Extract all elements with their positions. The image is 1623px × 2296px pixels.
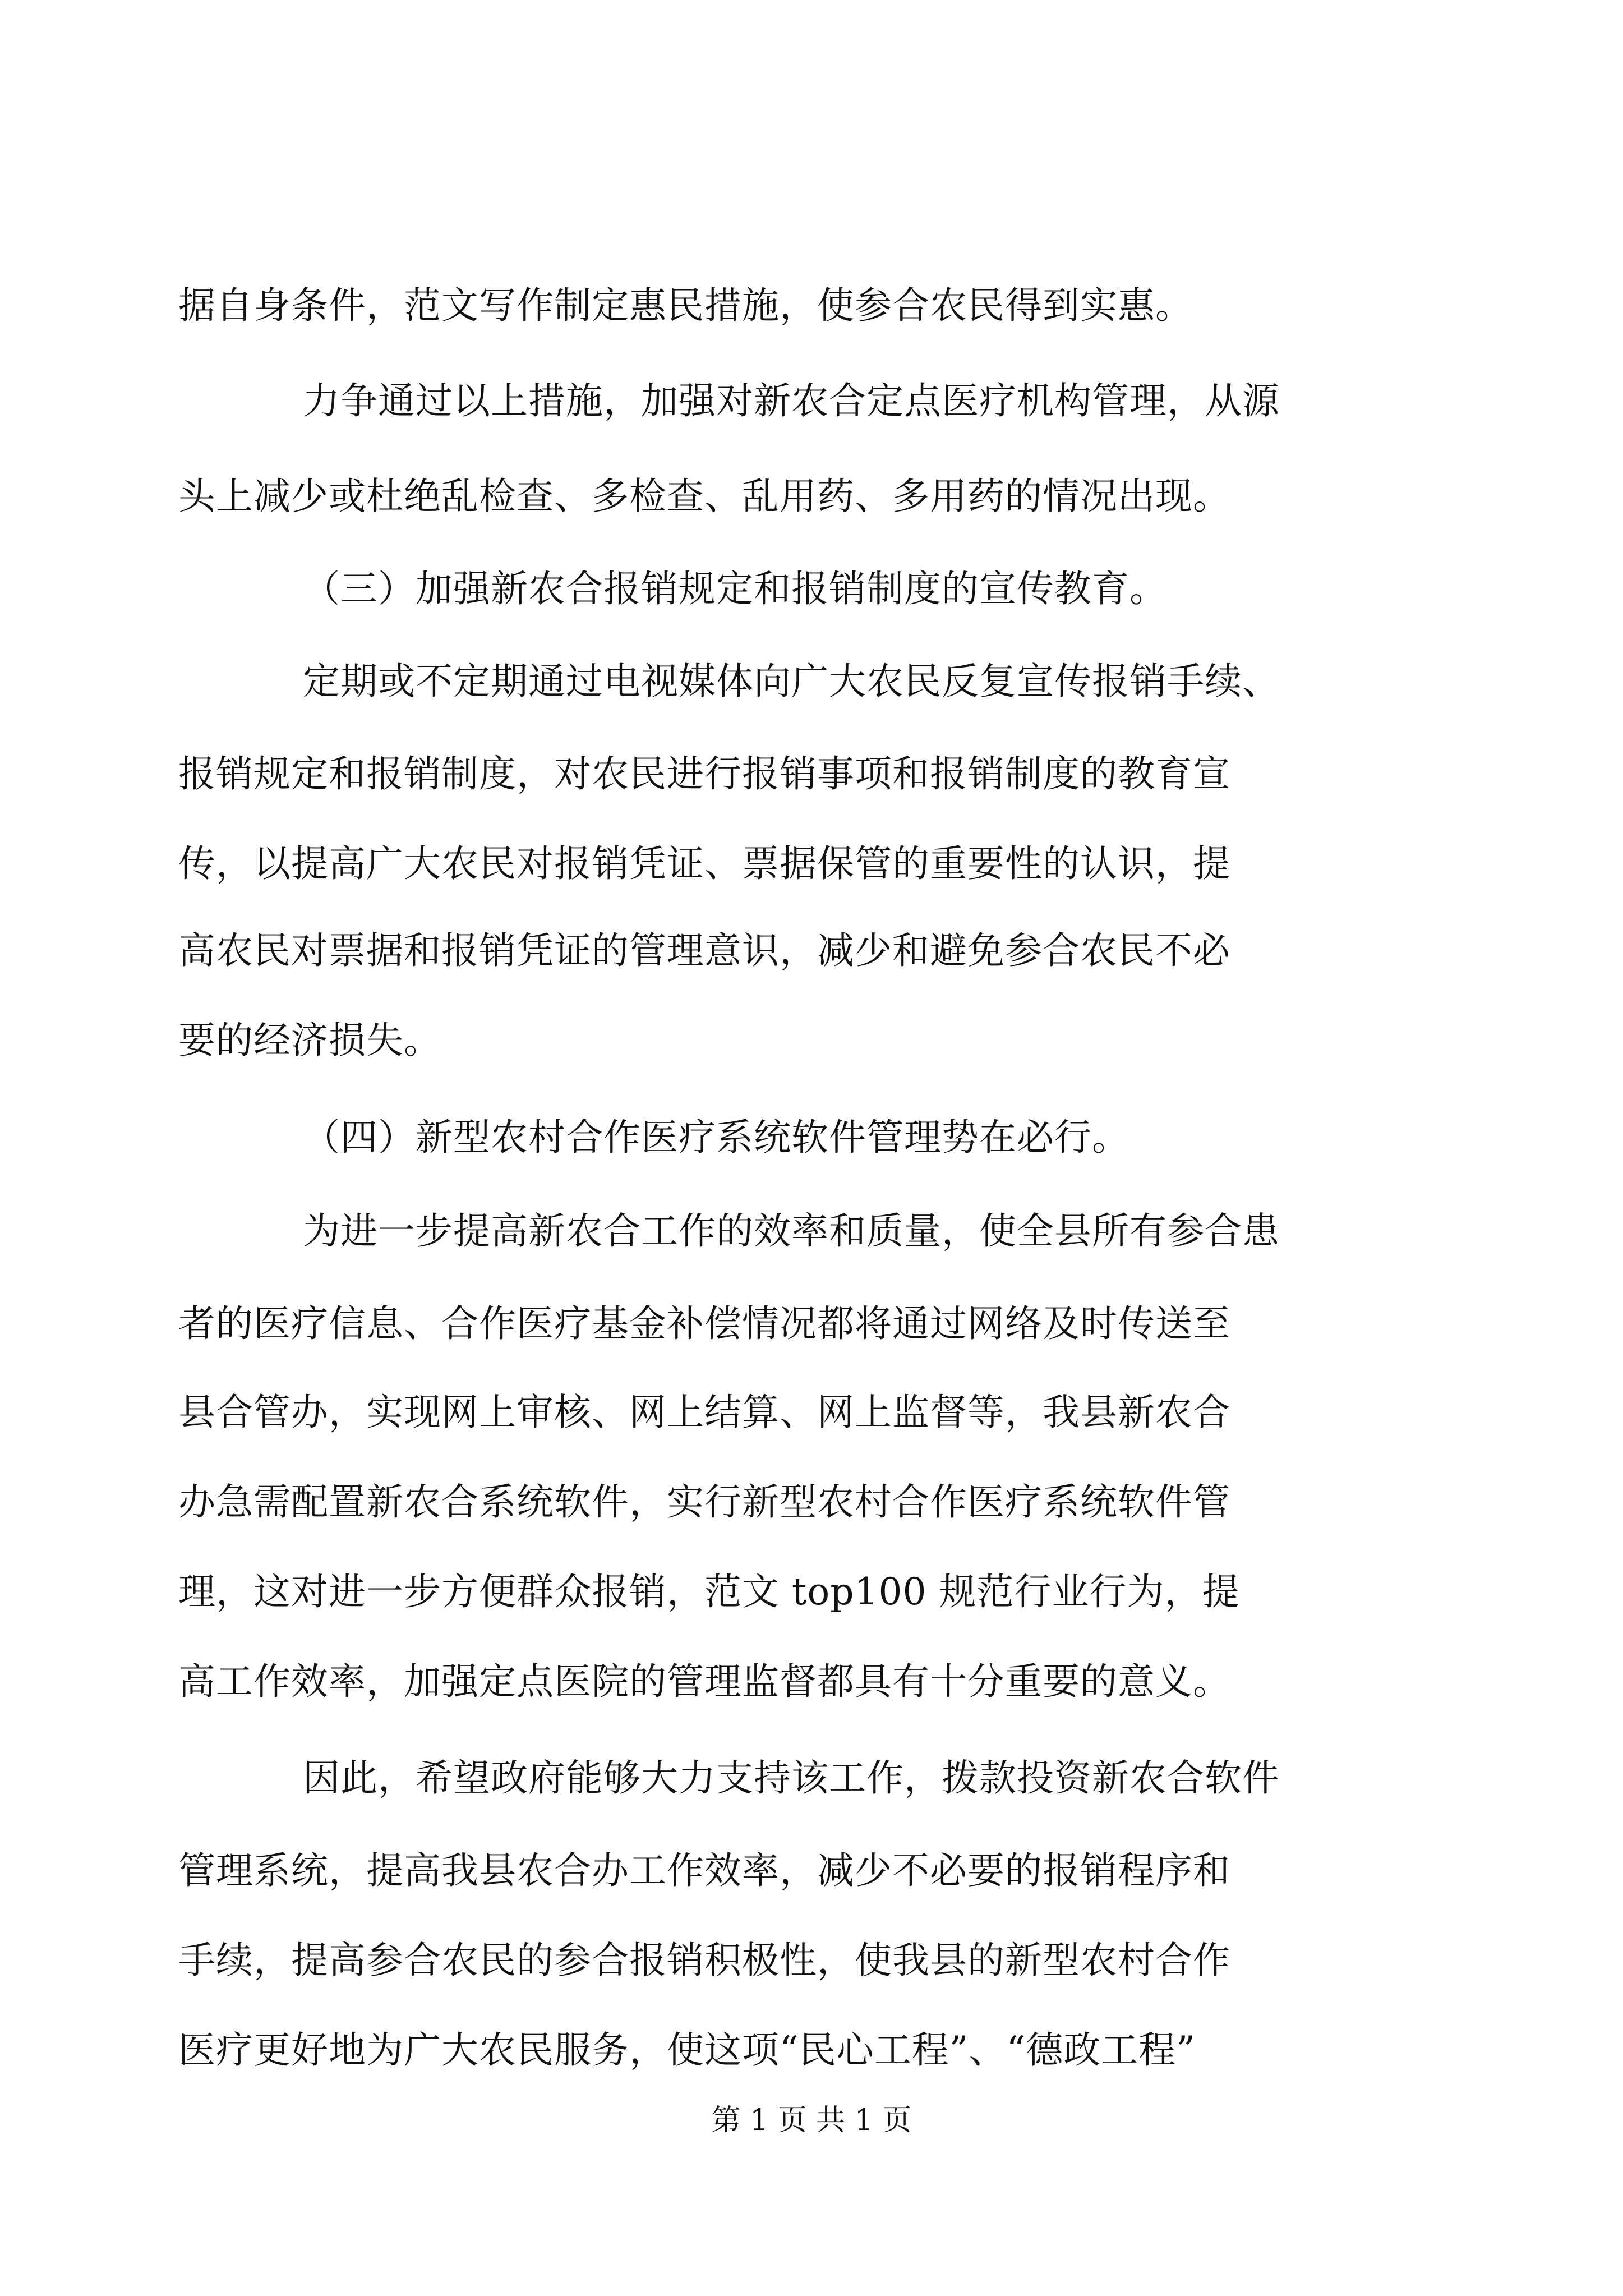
text-line: 者的医疗信息、合作医疗基金补偿情况都将通过网络及时传送至 — [178, 1302, 1230, 1345]
text-line: 据自身条件，范文写作制定惠民措施，使参合农民得到实惠。 — [178, 284, 1193, 327]
text-line: 办急需配置新农合系统软件，实行新型农村合作医疗系统软件管 — [178, 1480, 1230, 1524]
text-line: 县合管办，实现网上审核、网上结算、网上监督等，我县新农合 — [178, 1391, 1230, 1434]
text-line: 手续，提高参合农民的参合报销积极性，使我县的新型农村合作 — [178, 1939, 1230, 1982]
text-line: 要的经济损失。 — [178, 1019, 441, 1062]
text-line: 为进一步提高新农合工作的效率和质量，使全县所有参合患 — [303, 1209, 1280, 1253]
text-line: 管理系统，提高我县农合办工作效率，减少不必要的报销程序和 — [178, 1849, 1230, 1892]
text-line: 因此，希望政府能够大力支持该工作，拨款投资新农合软件 — [303, 1756, 1280, 1800]
text-line: 力争通过以上措施，加强对新农合定点医疗机构管理，从源 — [303, 379, 1280, 422]
text-line: 报销规定和报销制度，对农民进行报销事项和报销制度的教育宣 — [178, 752, 1230, 795]
text-line: 高工作效率，加强定点医院的管理监督都具有十分重要的意义。 — [178, 1660, 1230, 1703]
text-line: 定期或不定期通过电视媒体向广大农民反复宣传报销手续、 — [303, 660, 1280, 703]
section-heading: （四）新型农村合作医疗系统软件管理势在必行。 — [303, 1116, 1129, 1159]
text-line: 传，以提高广大农民对报销凭证、票据保管的重要性的认识，提 — [178, 842, 1230, 885]
section-heading: （三）加强新农合报销规定和报销制度的宣传教育。 — [303, 567, 1167, 610]
page-number-footer: 第 1 页 共 1 页 — [711, 2104, 912, 2137]
text-line: 理，这对进一步方便群众报销，范文 top100 规范行业行为，提 — [178, 1570, 1240, 1613]
text-line: 医疗更好地为广大农民服务，使这项“民心工程”、“德政工程” — [178, 2028, 1196, 2072]
text-line: 头上减少或杜绝乱检查、多检查、乱用药、多用药的情况出现。 — [178, 475, 1230, 518]
text-line: 高农民对票据和报销凭证的管理意识，减少和避免参合农民不必 — [178, 929, 1230, 972]
